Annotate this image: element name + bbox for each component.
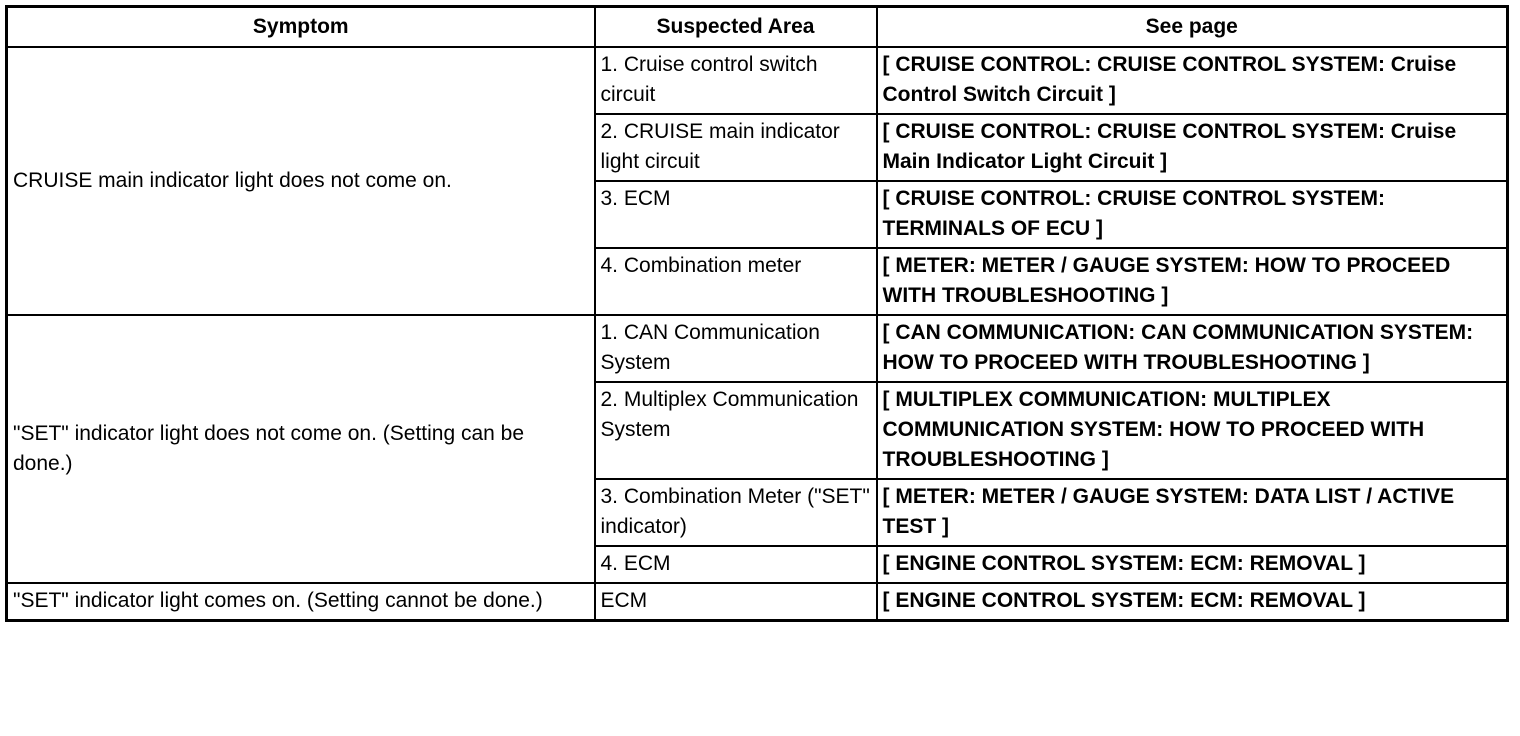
header-row: [7, 7, 1508, 48]
see-page-reference: [ ENGINE CONTROL SYSTEM: ECM: REMOVAL ]: [877, 583, 1508, 621]
table-header: [7, 7, 1508, 48]
troubleshooting-table-container: [5, 5, 1509, 622]
see-page-reference: [ CRUISE CONTROL: CRUISE CONTROL SYSTEM: Cruise Main Indicator Light Circuit ]: [877, 114, 1508, 181]
table-body: [7, 47, 1508, 621]
suspected-area-cell: 1. Cruise control switch circuit: [595, 47, 877, 114]
symptom-cell: "SET" indicator light does not come on. (Setting can be done.): [7, 315, 595, 583]
header-suspected-area: Suspected Area: [595, 7, 877, 48]
header-see-page: See page: [877, 7, 1508, 48]
troubleshooting-table: [5, 5, 1509, 622]
see-page-reference: [ MULTIPLEX COMMUNICATION: MULTIPLEX COMMUNICATION SYSTEM: HOW TO PROCEED WITH TROUBLESHOOTING ]: [877, 382, 1508, 479]
see-page-reference: [ METER: METER / GAUGE SYSTEM: DATA LIST / ACTIVE TEST ]: [877, 479, 1508, 546]
suspected-area-cell: ECM: [595, 583, 877, 621]
see-page-reference: [ CAN COMMUNICATION: CAN COMMUNICATION SYSTEM: HOW TO PROCEED WITH TROUBLESHOOTING ]: [877, 315, 1508, 382]
suspected-area-cell: 2. CRUISE main indicator light circuit: [595, 114, 877, 181]
symptom-cell: CRUISE main indicator light does not come on.: [7, 47, 595, 315]
see-page-reference: [ METER: METER / GAUGE SYSTEM: HOW TO PROCEED WITH TROUBLESHOOTING ]: [877, 248, 1508, 315]
see-page-reference: [ CRUISE CONTROL: CRUISE CONTROL SYSTEM: Cruise Control Switch Circuit ]: [877, 47, 1508, 114]
suspected-area-cell: 4. ECM: [595, 546, 877, 583]
suspected-area-cell: 2. Multiplex Communication System: [595, 382, 877, 479]
suspected-area-cell: 3. ECM: [595, 181, 877, 248]
table-row: [7, 315, 1508, 382]
see-page-reference: [ CRUISE CONTROL: CRUISE CONTROL SYSTEM: TERMINALS OF ECU ]: [877, 181, 1508, 248]
symptom-cell: "SET" indicator light comes on. (Setting cannot be done.): [7, 583, 595, 621]
header-symptom: Symptom: [7, 7, 595, 48]
table-row: [7, 583, 1508, 621]
table-row: [7, 47, 1508, 114]
suspected-area-cell: 3. Combination Meter ("SET" indicator): [595, 479, 877, 546]
see-page-reference: [ ENGINE CONTROL SYSTEM: ECM: REMOVAL ]: [877, 546, 1508, 583]
suspected-area-cell: 1. CAN Communication System: [595, 315, 877, 382]
suspected-area-cell: 4. Combination meter: [595, 248, 877, 315]
